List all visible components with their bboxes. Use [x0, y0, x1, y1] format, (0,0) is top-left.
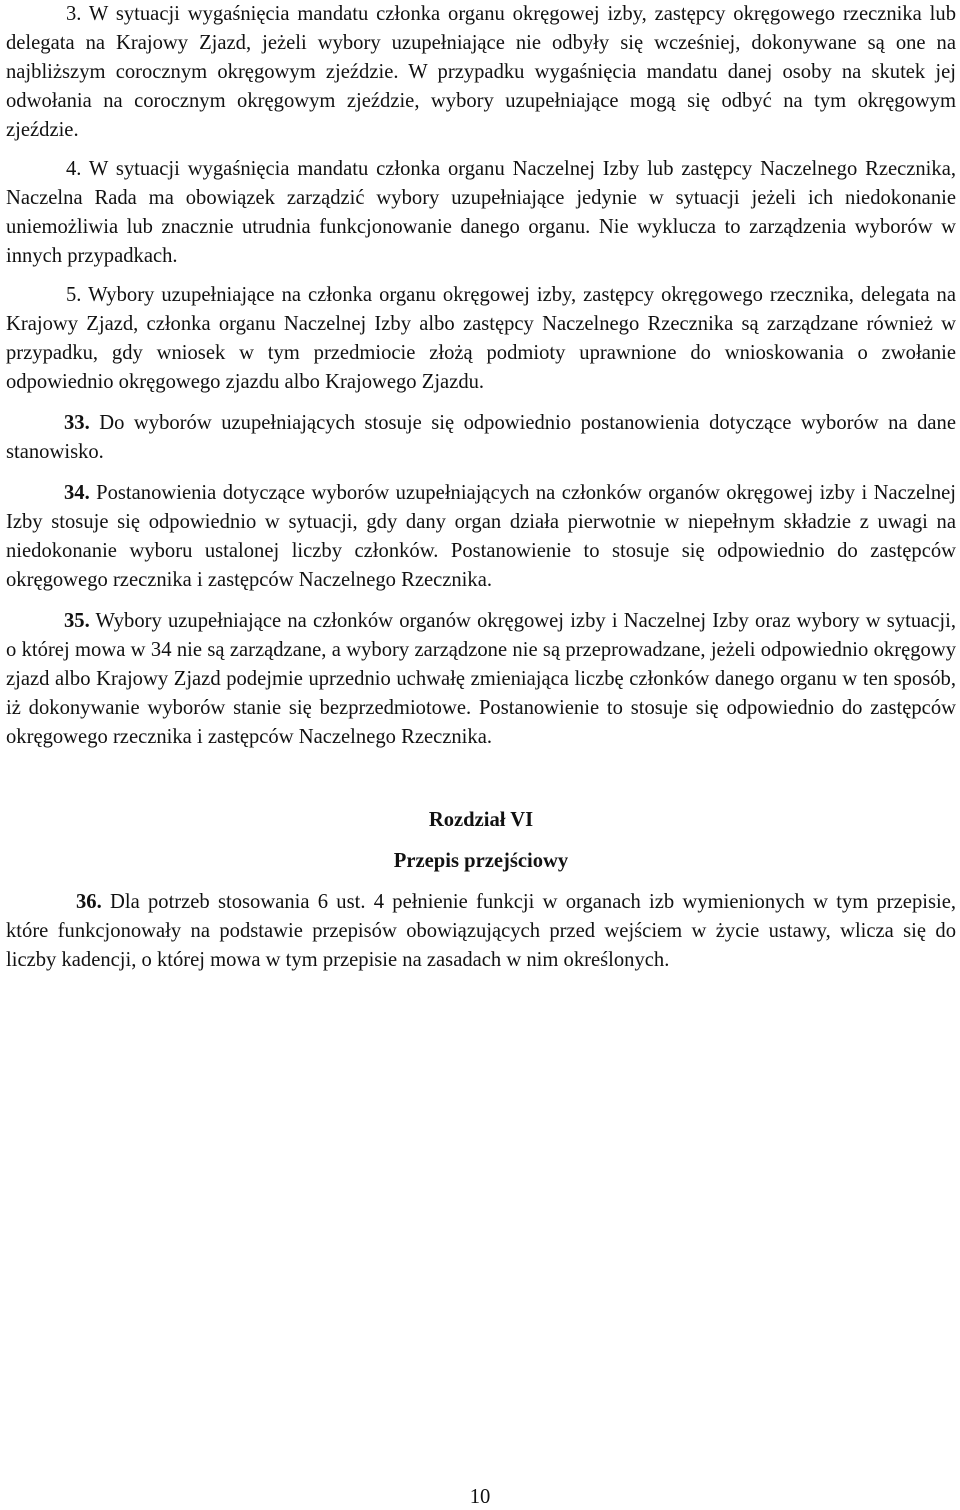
paragraph-text: W sytuacji wygaśnięcia mandatu członka organu Naczelnej Izby lub zastępcy Naczelnego Rzecznika, Naczelna Rada ma obowiązek zarządzić wybory uzupełniające jedynie w sytuacji jeżeli ich niedokonanie uniemożliwia lub znacznie utrudnia funkcjonowanie danego organu. Nie wyklucza to zarządzenia wyborów w innych przypadkach. [6, 158, 956, 267]
paragraph-text: Wybory uzupełniające na członka organu okręgowej izby, zastępcy okręgowego rzecznika, delegata na Krajowy Zjazd, członka organu Naczelnej Izby albo zastępcy Naczelnego Rzecznika są zarządzane również w przypadku, gdy wniosek w tym przedmiocie złożą podmioty uprawnione do wnioskowania o zwołanie odpowiednio okręgowego zjazdu albo Krajowego Zjazdu. [6, 284, 956, 393]
section-33 [6, 409, 956, 467]
paragraph-number: 5. [66, 284, 82, 306]
section-text: Postanowienia dotyczące wyborów uzupełniających na członków organów okręgowej izby i Naczelnej Izby stosuje się odpowiednio w sytuacji, gdy dany organ działa pierwotnie w niepełnym składzie z uwagi na niedokonanie wyboru ustalonej liczby członków. Postanowienie to stosuje się odpowiednio do zastępców okręgowego rzecznika i zastępców Naczelnego Rzecznika. [6, 482, 956, 591]
chapter-title: Przepis przejściowy [393, 850, 569, 872]
section-text: Do wyborów uzupełniających stosuje się odpowiednio postanowienia dotyczące wyborów na dane stanowisko. [6, 412, 956, 463]
section-34 [6, 479, 956, 595]
paragraph-text: W sytuacji wygaśnięcia mandatu członka organu okręgowej izby, zastępcy okręgowego rzecznika lub delegata na Krajowy Zjazd, jeżeli wybory uzupełniające nie odbyły się wcześniej, dokonywane są one na najbliższym corocznym okręgowym zjeździe. W przypadku wygaśnięcia mandatu danej osoby na skutek jej odwołania na corocznym okręgowym zjeździe, wybory uzupełniające mogą się odbyć na tym okręgowym zjeździe. [6, 3, 956, 141]
document-page [6, 0, 956, 975]
paragraph-number: 3. [66, 3, 82, 25]
paragraph-5 [6, 281, 956, 397]
paragraph-number: 4. [66, 158, 82, 180]
section-35 [6, 607, 956, 752]
section-number: 35. [64, 610, 90, 632]
section-text: Wybory uzupełniające na członków organów okręgowej izby i Naczelnej Izby oraz wybory w sytuacji, o której mowa w 34 nie są zarządzane, a wybory zarządzone nie są przeprowadzane, jeżeli odpowiednio okręgowy zjazd albo Krajowy Zjazd podejmie uprzednio uchwałę zmieniająca liczbę członków danego organu w ten sposób, iż dokonywanie wyborów stanie się bezprzedmiotowe. Postanowienie to stosuje się odpowiednio do zastępców okręgowego rzecznika i zastępców Naczelnego Rzecznika. [6, 610, 956, 748]
section-number: 34. [64, 482, 90, 504]
paragraph-3 [6, 0, 956, 145]
section-number: 36. [76, 891, 102, 913]
paragraph-4 [6, 155, 956, 271]
chapter-heading: Rozdział VI [428, 809, 534, 831]
page-number: 10 [469, 1486, 491, 1508]
section-number: 33. [64, 412, 90, 434]
section-36 [6, 888, 956, 975]
section-text: Dla potrzeb stosowania 6 ust. 4 pełnienie funkcji w organach izb wymienionych w tym przepisie, które funkcjonowały na podstawie przepisów obowiązujących przed wejściem w życie ustawy, wlicza się do liczby kadencji, o której mowa w tym przepisie na zasadach w nim określonych. [6, 891, 956, 971]
